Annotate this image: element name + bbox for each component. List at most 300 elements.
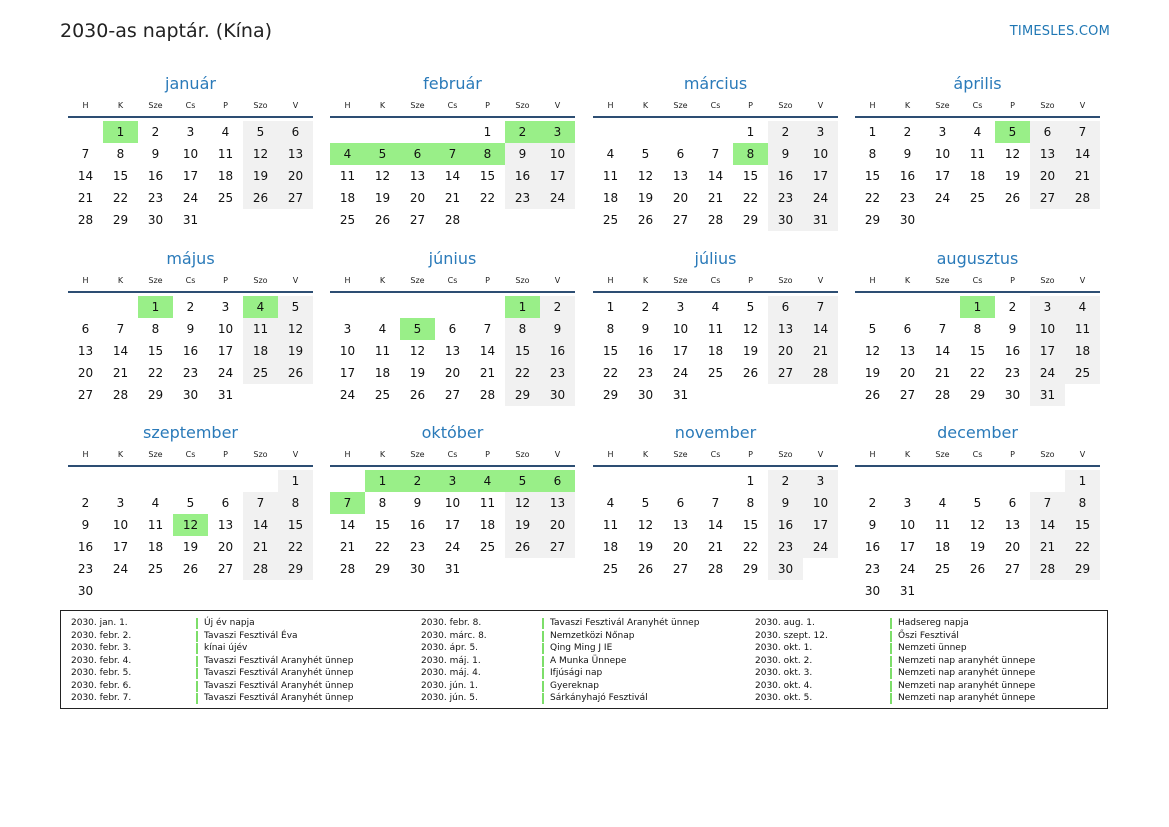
day-cell: 18 bbox=[969, 169, 986, 183]
day-cell: 27 bbox=[672, 213, 689, 227]
weekday-label: H bbox=[344, 276, 351, 285]
legend-holiday-name: Qing Ming J IE bbox=[542, 643, 612, 654]
holiday-day-cell: 5 bbox=[400, 318, 435, 340]
month-title: július bbox=[694, 249, 737, 268]
day-cell: 31 bbox=[182, 213, 199, 227]
day-cell: 24 bbox=[803, 187, 838, 209]
legend-date: 2030. okt. 3. bbox=[755, 668, 813, 678]
day-cell: 29 bbox=[147, 388, 164, 402]
day-cell: 13 bbox=[899, 344, 916, 358]
holiday-day-cell: 2 bbox=[400, 470, 435, 492]
day-cell: 16 bbox=[864, 540, 881, 554]
day-cell: 25 bbox=[602, 213, 619, 227]
day-cell: 7 bbox=[81, 147, 90, 161]
month-4 bbox=[68, 247, 313, 406]
empty-cell bbox=[435, 121, 470, 143]
day-cell: 7 bbox=[1030, 492, 1065, 514]
day-cell: 18 bbox=[243, 340, 278, 362]
day-cell: 23 bbox=[147, 191, 164, 205]
legend-holiday-name: Tavaszi Fesztivál Aranyhét ünnep bbox=[196, 668, 353, 679]
page-title: 2030-as naptár. (Kína) bbox=[60, 20, 273, 42]
empty-cell bbox=[960, 470, 995, 492]
legend-holiday-name: A Munka Ünnepe bbox=[542, 656, 626, 667]
legend-date: 2030. febr. 6. bbox=[71, 680, 132, 691]
day-cell: 30 bbox=[540, 384, 575, 406]
day-cell: 9 bbox=[1008, 322, 1017, 336]
day-cell: 19 bbox=[278, 340, 313, 362]
weekday-label: V bbox=[554, 450, 561, 459]
legend-date: 2030. febr. 8. bbox=[421, 618, 482, 628]
day-cell: 20 bbox=[899, 366, 916, 380]
weekday-label: K bbox=[117, 276, 124, 285]
empty-cell bbox=[330, 121, 365, 143]
legend-column bbox=[755, 617, 1085, 705]
weekday-label: Cs bbox=[185, 276, 196, 285]
day-cell: 11 bbox=[1065, 318, 1100, 340]
holiday-day-cell: 8 bbox=[470, 143, 505, 165]
empty-cell bbox=[103, 470, 138, 492]
day-cell: 11 bbox=[339, 169, 356, 183]
weekday-header bbox=[68, 445, 313, 467]
weekday-label: Sze bbox=[935, 276, 950, 285]
day-cell: 28 bbox=[707, 562, 724, 576]
day-cell: 3 bbox=[116, 496, 125, 510]
empty-cell bbox=[173, 470, 208, 492]
day-cell: 24 bbox=[444, 540, 461, 554]
month-title: november bbox=[674, 423, 757, 442]
month-6 bbox=[593, 247, 838, 406]
day-cell: 2 bbox=[868, 496, 877, 510]
day-grid bbox=[593, 470, 838, 580]
day-cell: 18 bbox=[217, 169, 234, 183]
day-cell: 9 bbox=[186, 322, 195, 336]
day-cell: 9 bbox=[151, 147, 160, 161]
day-cell: 2 bbox=[151, 125, 160, 139]
day-cell: 16 bbox=[1004, 344, 1021, 358]
weekday-label: Cs bbox=[972, 450, 983, 459]
weekday-label: Szo bbox=[1040, 101, 1055, 110]
day-cell: 8 bbox=[868, 147, 877, 161]
day-cell: 4 bbox=[606, 496, 615, 510]
weekday-label: Szo bbox=[778, 101, 793, 110]
day-cell: 1 bbox=[746, 474, 755, 488]
month-title: június bbox=[428, 249, 477, 268]
day-cell: 5 bbox=[868, 322, 877, 336]
weekday-label: K bbox=[379, 450, 386, 459]
weekday-label: Szo bbox=[1040, 276, 1055, 285]
day-cell: 23 bbox=[505, 187, 540, 209]
weekday-label: P bbox=[748, 101, 753, 110]
day-cell: 11 bbox=[707, 322, 724, 336]
day-cell: 16 bbox=[768, 514, 803, 536]
day-cell: 5 bbox=[186, 496, 195, 510]
holiday-day-cell: 6 bbox=[540, 470, 575, 492]
legend-row bbox=[71, 655, 401, 668]
day-cell: 11 bbox=[217, 147, 234, 161]
legend-row bbox=[755, 655, 1085, 668]
legend-date: 2030. jún. 1. bbox=[421, 680, 478, 691]
day-cell: 12 bbox=[637, 518, 654, 532]
day-cell: 30 bbox=[182, 388, 199, 402]
day-cell: 11 bbox=[969, 147, 986, 161]
legend-date: 2030. okt. 1. bbox=[755, 643, 813, 653]
day-cell: 11 bbox=[147, 518, 164, 532]
empty-cell bbox=[593, 121, 628, 143]
day-cell: 18 bbox=[707, 344, 724, 358]
day-cell: 17 bbox=[444, 518, 461, 532]
day-cell: 19 bbox=[1004, 169, 1021, 183]
weekday-label: Sze bbox=[148, 276, 163, 285]
day-cell: 16 bbox=[409, 518, 426, 532]
day-cell: 27 bbox=[899, 388, 916, 402]
day-cell: 27 bbox=[1004, 562, 1021, 576]
weekday-label: Sze bbox=[148, 450, 163, 459]
day-cell: 5 bbox=[746, 300, 755, 314]
weekday-label: K bbox=[379, 101, 386, 110]
weekday-label: V bbox=[1079, 101, 1086, 110]
weekday-label: H bbox=[607, 276, 614, 285]
day-cell: 24 bbox=[803, 536, 838, 558]
legend-holiday-name: Tavaszi Fesztivál Aranyhét ünnep bbox=[196, 681, 353, 692]
day-cell: 14 bbox=[479, 344, 496, 358]
weekday-label: Sze bbox=[673, 101, 688, 110]
legend-row bbox=[71, 642, 401, 655]
day-cell: 13 bbox=[409, 169, 426, 183]
legend-row bbox=[71, 630, 401, 643]
day-cell: 7 bbox=[116, 322, 125, 336]
day-cell: 21 bbox=[444, 191, 461, 205]
day-grid bbox=[330, 121, 575, 231]
day-cell: 15 bbox=[742, 169, 759, 183]
day-cell: 15 bbox=[278, 514, 313, 536]
empty-cell bbox=[890, 296, 925, 318]
weekday-label: Szo bbox=[515, 450, 530, 459]
day-cell: 2 bbox=[1008, 300, 1017, 314]
day-cell: 28 bbox=[1065, 187, 1100, 209]
day-cell: 25 bbox=[217, 191, 234, 205]
weekday-label: P bbox=[1010, 276, 1015, 285]
weekday-header bbox=[855, 445, 1100, 467]
weekday-label: Cs bbox=[710, 101, 721, 110]
day-cell: 27 bbox=[409, 213, 426, 227]
day-cell: 26 bbox=[243, 187, 278, 209]
legend-row bbox=[755, 692, 1085, 705]
day-cell: 14 bbox=[1030, 514, 1065, 536]
day-cell: 22 bbox=[112, 191, 129, 205]
day-cell: 17 bbox=[540, 165, 575, 187]
holiday-legend bbox=[60, 610, 1108, 709]
day-cell: 3 bbox=[803, 121, 838, 143]
day-cell: 21 bbox=[339, 540, 356, 554]
legend-holiday-name: Nemzeti nap aranyhét ünnepe bbox=[890, 681, 1035, 692]
day-cell: 24 bbox=[339, 388, 356, 402]
weekday-label: Cs bbox=[972, 276, 983, 285]
day-cell: 25 bbox=[707, 366, 724, 380]
empty-cell bbox=[855, 296, 890, 318]
day-cell: 15 bbox=[1065, 514, 1100, 536]
holiday-day-cell: 7 bbox=[435, 143, 470, 165]
day-cell: 14 bbox=[112, 344, 129, 358]
weekday-label: Cs bbox=[710, 450, 721, 459]
day-cell: 10 bbox=[444, 496, 461, 510]
legend-row bbox=[71, 667, 401, 680]
weekday-label: K bbox=[379, 276, 386, 285]
day-cell: 15 bbox=[374, 518, 391, 532]
weekday-header bbox=[593, 96, 838, 118]
weekday-header bbox=[855, 96, 1100, 118]
weekday-label: H bbox=[607, 450, 614, 459]
day-cell: 29 bbox=[1065, 558, 1100, 580]
month-title: augusztus bbox=[936, 249, 1019, 268]
day-cell: 30 bbox=[864, 584, 881, 598]
day-grid bbox=[330, 296, 575, 406]
day-cell: 10 bbox=[1030, 318, 1065, 340]
day-cell: 26 bbox=[637, 562, 654, 576]
day-grid bbox=[68, 470, 313, 602]
day-cell: 7 bbox=[1065, 121, 1100, 143]
month-5 bbox=[330, 247, 575, 406]
day-cell: 20 bbox=[217, 540, 234, 554]
site-link[interactable]: TIMESLES.COM bbox=[1009, 24, 1110, 39]
weekday-label: Cs bbox=[185, 101, 196, 110]
day-cell: 9 bbox=[81, 518, 90, 532]
weekday-label: Sze bbox=[410, 101, 425, 110]
day-cell: 10 bbox=[803, 492, 838, 514]
day-cell: 15 bbox=[969, 344, 986, 358]
day-cell: 28 bbox=[934, 388, 951, 402]
legend-date: 2030. aug. 1. bbox=[755, 618, 815, 628]
empty-cell bbox=[890, 470, 925, 492]
legend-holiday-name: Gyereknap bbox=[542, 681, 599, 692]
weekday-label: H bbox=[607, 101, 614, 110]
legend-row bbox=[755, 617, 1085, 630]
holiday-day-cell: 1 bbox=[138, 296, 173, 318]
day-cell: 3 bbox=[343, 322, 352, 336]
legend-date: 2030. febr. 7. bbox=[71, 693, 132, 703]
legend-date: 2030. febr. 4. bbox=[71, 655, 132, 666]
day-cell: 22 bbox=[374, 540, 391, 554]
day-cell: 2 bbox=[903, 125, 912, 139]
day-cell: 23 bbox=[409, 540, 426, 554]
day-cell: 23 bbox=[540, 362, 575, 384]
day-cell: 13 bbox=[672, 169, 689, 183]
day-cell: 28 bbox=[339, 562, 356, 576]
holiday-day-cell: 4 bbox=[243, 296, 278, 318]
day-cell: 13 bbox=[1004, 518, 1021, 532]
day-cell: 13 bbox=[217, 518, 234, 532]
day-cell: 29 bbox=[969, 388, 986, 402]
legend-date: 2030. szept. 12. bbox=[755, 630, 828, 641]
holiday-day-cell: 4 bbox=[470, 470, 505, 492]
day-cell: 25 bbox=[934, 562, 951, 576]
day-cell: 26 bbox=[864, 388, 881, 402]
weekday-label: V bbox=[292, 450, 299, 459]
day-cell: 17 bbox=[803, 514, 838, 536]
weekday-label: H bbox=[82, 276, 89, 285]
empty-cell bbox=[400, 121, 435, 143]
weekday-label: Sze bbox=[673, 450, 688, 459]
holiday-day-cell: 6 bbox=[400, 143, 435, 165]
holiday-day-cell: 1 bbox=[960, 296, 995, 318]
day-cell: 21 bbox=[479, 366, 496, 380]
day-cell: 12 bbox=[1004, 147, 1021, 161]
day-cell: 10 bbox=[899, 518, 916, 532]
holiday-day-cell: 1 bbox=[505, 296, 540, 318]
weekday-label: P bbox=[748, 276, 753, 285]
day-cell: 21 bbox=[707, 540, 724, 554]
day-cell: 7 bbox=[803, 296, 838, 318]
legend-row bbox=[71, 692, 401, 705]
weekday-label: K bbox=[904, 450, 911, 459]
day-cell: 12 bbox=[374, 169, 391, 183]
legend-row bbox=[421, 630, 751, 643]
day-cell: 24 bbox=[217, 366, 234, 380]
day-cell: 19 bbox=[409, 366, 426, 380]
legend-row bbox=[421, 692, 751, 705]
weekday-header bbox=[68, 271, 313, 293]
day-cell: 9 bbox=[868, 518, 877, 532]
day-cell: 4 bbox=[151, 496, 160, 510]
day-cell: 2 bbox=[641, 300, 650, 314]
day-cell: 24 bbox=[1030, 362, 1065, 384]
legend-row bbox=[421, 655, 751, 668]
weekday-label: K bbox=[642, 101, 649, 110]
day-cell: 14 bbox=[77, 169, 94, 183]
empty-cell bbox=[330, 296, 365, 318]
empty-cell bbox=[1030, 470, 1065, 492]
day-cell: 4 bbox=[973, 125, 982, 139]
day-cell: 8 bbox=[151, 322, 160, 336]
day-cell: 26 bbox=[278, 362, 313, 384]
day-cell: 9 bbox=[505, 143, 540, 165]
weekday-label: Szo bbox=[515, 101, 530, 110]
day-cell: 28 bbox=[479, 388, 496, 402]
day-cell: 19 bbox=[969, 540, 986, 554]
day-cell: 7 bbox=[483, 322, 492, 336]
day-cell: 17 bbox=[112, 540, 129, 554]
day-cell: 22 bbox=[602, 366, 619, 380]
day-cell: 12 bbox=[243, 143, 278, 165]
day-cell: 17 bbox=[1030, 340, 1065, 362]
day-cell: 20 bbox=[77, 366, 94, 380]
legend-holiday-name: Hadsereg napja bbox=[890, 618, 969, 629]
day-cell: 8 bbox=[278, 492, 313, 514]
day-cell: 19 bbox=[182, 540, 199, 554]
holiday-day-cell: 5 bbox=[505, 470, 540, 492]
day-cell: 10 bbox=[540, 143, 575, 165]
weekday-label: P bbox=[1010, 450, 1015, 459]
day-cell: 28 bbox=[803, 362, 838, 384]
weekday-header bbox=[330, 271, 575, 293]
day-cell: 9 bbox=[540, 318, 575, 340]
weekday-label: Cs bbox=[972, 101, 983, 110]
day-cell: 30 bbox=[147, 213, 164, 227]
legend-row bbox=[755, 642, 1085, 655]
day-cell: 18 bbox=[147, 540, 164, 554]
holiday-day-cell: 1 bbox=[365, 470, 400, 492]
day-cell: 10 bbox=[339, 344, 356, 358]
day-cell: 5 bbox=[641, 147, 650, 161]
empty-cell bbox=[400, 296, 435, 318]
empty-cell bbox=[925, 296, 960, 318]
month-title: december bbox=[937, 423, 1018, 442]
day-cell: 30 bbox=[77, 584, 94, 598]
day-cell: 25 bbox=[479, 540, 496, 554]
day-cell: 26 bbox=[742, 366, 759, 380]
day-cell: 8 bbox=[116, 147, 125, 161]
legend-row bbox=[421, 617, 751, 630]
empty-cell bbox=[663, 121, 698, 143]
empty-cell bbox=[103, 296, 138, 318]
day-cell: 19 bbox=[637, 540, 654, 554]
weekday-label: Cs bbox=[185, 450, 196, 459]
day-cell: 5 bbox=[641, 496, 650, 510]
empty-cell bbox=[365, 121, 400, 143]
day-cell: 22 bbox=[147, 366, 164, 380]
month-3 bbox=[855, 72, 1100, 231]
holiday-day-cell: 8 bbox=[733, 143, 768, 165]
holiday-day-cell: 3 bbox=[435, 470, 470, 492]
legend-holiday-name: Tavaszi Fesztivál Aranyhét ünnep bbox=[196, 693, 353, 704]
legend-date: 2030. máj. 1. bbox=[421, 655, 481, 666]
day-cell: 29 bbox=[742, 213, 759, 227]
day-cell: 5 bbox=[243, 121, 278, 143]
day-grid bbox=[68, 121, 313, 231]
day-cell: 13 bbox=[1030, 143, 1065, 165]
day-cell: 29 bbox=[278, 558, 313, 580]
legend-holiday-name: Nemzeti ünnep bbox=[890, 643, 967, 654]
legend-date: 2030. okt. 5. bbox=[755, 693, 813, 703]
month-8 bbox=[68, 421, 313, 602]
day-cell: 14 bbox=[707, 518, 724, 532]
weekday-label: Szo bbox=[253, 101, 268, 110]
day-cell: 24 bbox=[672, 366, 689, 380]
weekday-header bbox=[68, 96, 313, 118]
empty-cell bbox=[855, 470, 890, 492]
day-cell: 3 bbox=[221, 300, 230, 314]
day-cell: 1 bbox=[868, 125, 877, 139]
day-cell: 28 bbox=[444, 213, 461, 227]
day-cell: 19 bbox=[864, 366, 881, 380]
legend-date: 2030. máj. 4. bbox=[421, 668, 481, 678]
day-cell: 12 bbox=[969, 518, 986, 532]
weekday-label: K bbox=[642, 276, 649, 285]
day-cell: 30 bbox=[899, 213, 916, 227]
day-cell: 4 bbox=[711, 300, 720, 314]
day-cell: 29 bbox=[602, 388, 619, 402]
legend-date: 2030. okt. 2. bbox=[755, 655, 813, 666]
legend-date: 2030. ápr. 5. bbox=[421, 643, 479, 653]
empty-cell bbox=[435, 296, 470, 318]
weekday-label: V bbox=[817, 450, 824, 459]
day-cell: 20 bbox=[1004, 540, 1021, 554]
day-cell: 15 bbox=[479, 169, 496, 183]
weekday-label: K bbox=[904, 101, 911, 110]
legend-date: 2030. jan. 1. bbox=[71, 618, 128, 628]
day-cell: 15 bbox=[864, 169, 881, 183]
holiday-day-cell: 1 bbox=[103, 121, 138, 143]
weekday-label: V bbox=[292, 276, 299, 285]
day-cell: 13 bbox=[278, 143, 313, 165]
empty-cell bbox=[208, 470, 243, 492]
day-cell: 30 bbox=[1004, 388, 1021, 402]
weekday-label: H bbox=[344, 101, 351, 110]
day-cell: 10 bbox=[182, 147, 199, 161]
day-cell: 25 bbox=[339, 213, 356, 227]
empty-cell bbox=[698, 470, 733, 492]
legend-holiday-name: Új év napja bbox=[196, 618, 255, 629]
empty-cell bbox=[330, 470, 365, 492]
